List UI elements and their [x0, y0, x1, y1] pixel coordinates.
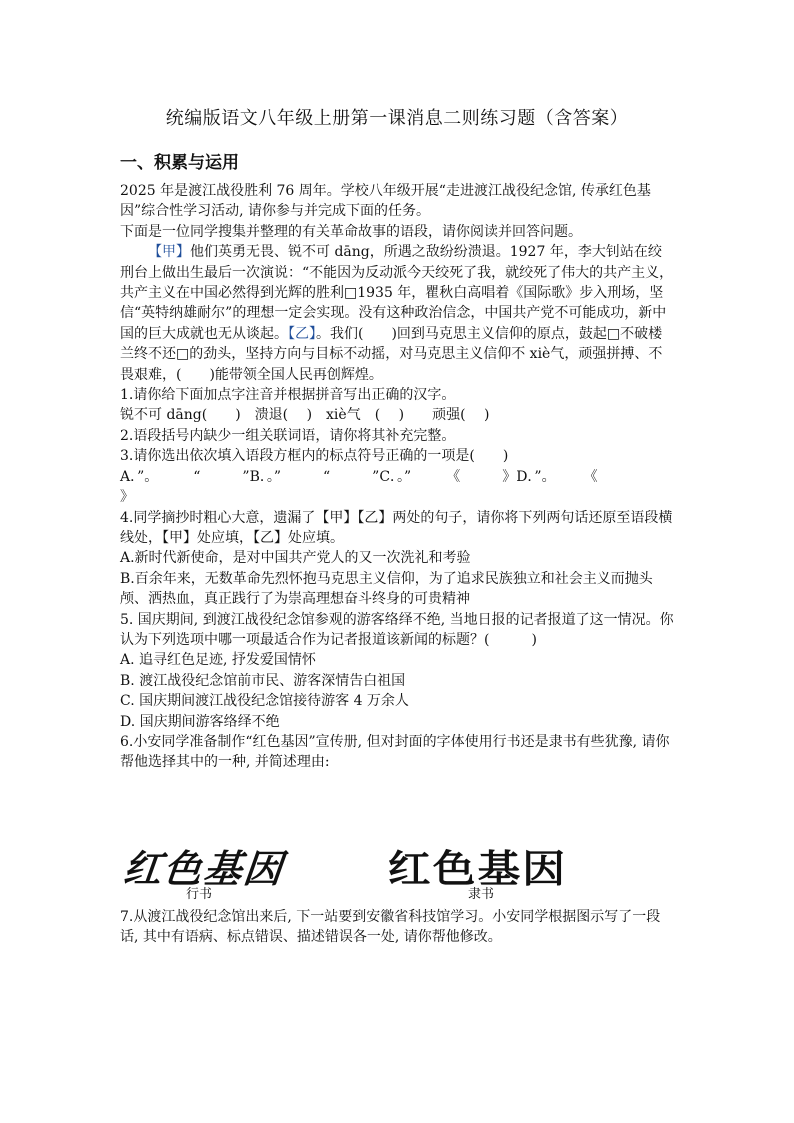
option-line: D. 国庆期间游客络绎不绝 — [120, 713, 280, 730]
question-line: 4.同学摘抄时粗心大意，遗漏了【甲】【乙】两处的句子，请你将下列两句话还原至语段横线处，【甲】处应填，【乙】处应填。 — [120, 509, 673, 546]
passage-paragraph — [120, 242, 675, 385]
lishu-sample: 红色基因 — [388, 847, 568, 891]
question-line: 7.从渡江战役纪念馆出来后, 下一站要到安徽省科技馆学习。小安同学根据图示写了一段话, 其中有语病、标点错误、描述错误各一处, 请你帮他修改。 — [120, 909, 661, 946]
document-body — [120, 181, 675, 773]
lishu-caption: 隶书 — [468, 887, 495, 902]
xingshu-caption: 行书 — [186, 887, 213, 902]
intro-paragraph: 下面是一位同学搜集并整理的有关革命故事的语段，请你阅读并回答问题。 — [120, 223, 582, 240]
question-line: 1.请你给下面加点字注音并根据拼音写出正确的汉字。 — [120, 387, 456, 404]
question-options: A．”。 “ ”B．。” “ ”C．。” 《 》D．”。 《 — [120, 468, 598, 485]
intro-paragraph: 2025 年是渡江战役胜利 76 周年。学校八年级开展“走进渡江战役纪念馆, 传承红色基因”综合性学习活动, 请你参与并完成下面的任务。 — [120, 183, 651, 220]
document-title: 统编版语文八年级上册第一课消息二则练习题（含答案） — [165, 108, 629, 129]
option-line: B. 渡江战役纪念馆前市民、游客深情告白祖国 — [120, 672, 406, 689]
xingshu-sample: 红色基因 — [121, 846, 287, 891]
question-line: 5. 国庆期间, 到渡江战役纪念馆参观的游客络绎不绝, 当地日报的记者报道了这一情况。你认为下列选项中哪一项最适合作为记者报道该新闻的标题？( ) — [120, 611, 674, 648]
marker-yi: 【乙】 — [288, 325, 316, 342]
question-line: 》 — [120, 489, 134, 506]
question-line: 锐不可 dāng( ) 溃退( ) xiè气 ( ) 顽强( ) — [120, 407, 490, 424]
question-line: 6.小安同学准备制作“红色基因”宣传册, 但对封面的字体使用行书还是隶书有些犹豫, 请你帮他选择其中的一种, 并简述理由: — [120, 733, 670, 771]
question-line: 2.语段括号内缺少一组关联词语，请你将其补充完整。 — [120, 427, 456, 444]
passage-text: 他们英勇无畏、锐不可 dāng，所遇之敌纷纷溃退。1927 年，李大钊站在绞刑台上做出生最后一次演说：“不能因为反动派今天绞死了我，就绞死了伟大的共产主义，共产主义在中国必然得到光辉的胜利□1935 年，瞿秋白高唱着《国际歌》步入刑场，坚信“英特纳雄耐尔”的理想一定会实现。没有这种政治信念，中国共产党不可能成功，新中国的巨大成就也无从谈起。 — [120, 244, 674, 342]
option-line: A. 追寻红色足迹, 抒发爱国情怀 — [120, 652, 316, 669]
marker-jia: 【甲】 — [148, 244, 190, 261]
question-line: 3.请你选出依次填入语段方框内的标点符号正确的一项是( ) — [120, 448, 509, 465]
option-line: B.百余年来，无数革命先烈怀抱马克思主义信仰，为了追求民族独立和社会主义而抛头颅、洒热血，真正践行了为崇高理想奋斗终身的可贵精神 — [120, 570, 653, 608]
passage-text: 。我们( )回到马克思主义信仰的原点，鼓起□不破楼兰终不还□的劲头，坚持方向与目标不动摇，对马克思主义信仰不 xiè气，顽强拼搏、不畏艰难，( )能带领全国人民再创辉煌。 — [120, 325, 663, 383]
option-line: C. 国庆期间渡江战役纪念馆接待游客 4 万余人 — [120, 693, 409, 710]
question-7-block — [120, 907, 675, 948]
option-line: A.新时代新使命，是对中国共产党人的又一次洗礼和考验 — [120, 550, 471, 567]
section-heading: 一、积累与运用 — [120, 153, 239, 173]
